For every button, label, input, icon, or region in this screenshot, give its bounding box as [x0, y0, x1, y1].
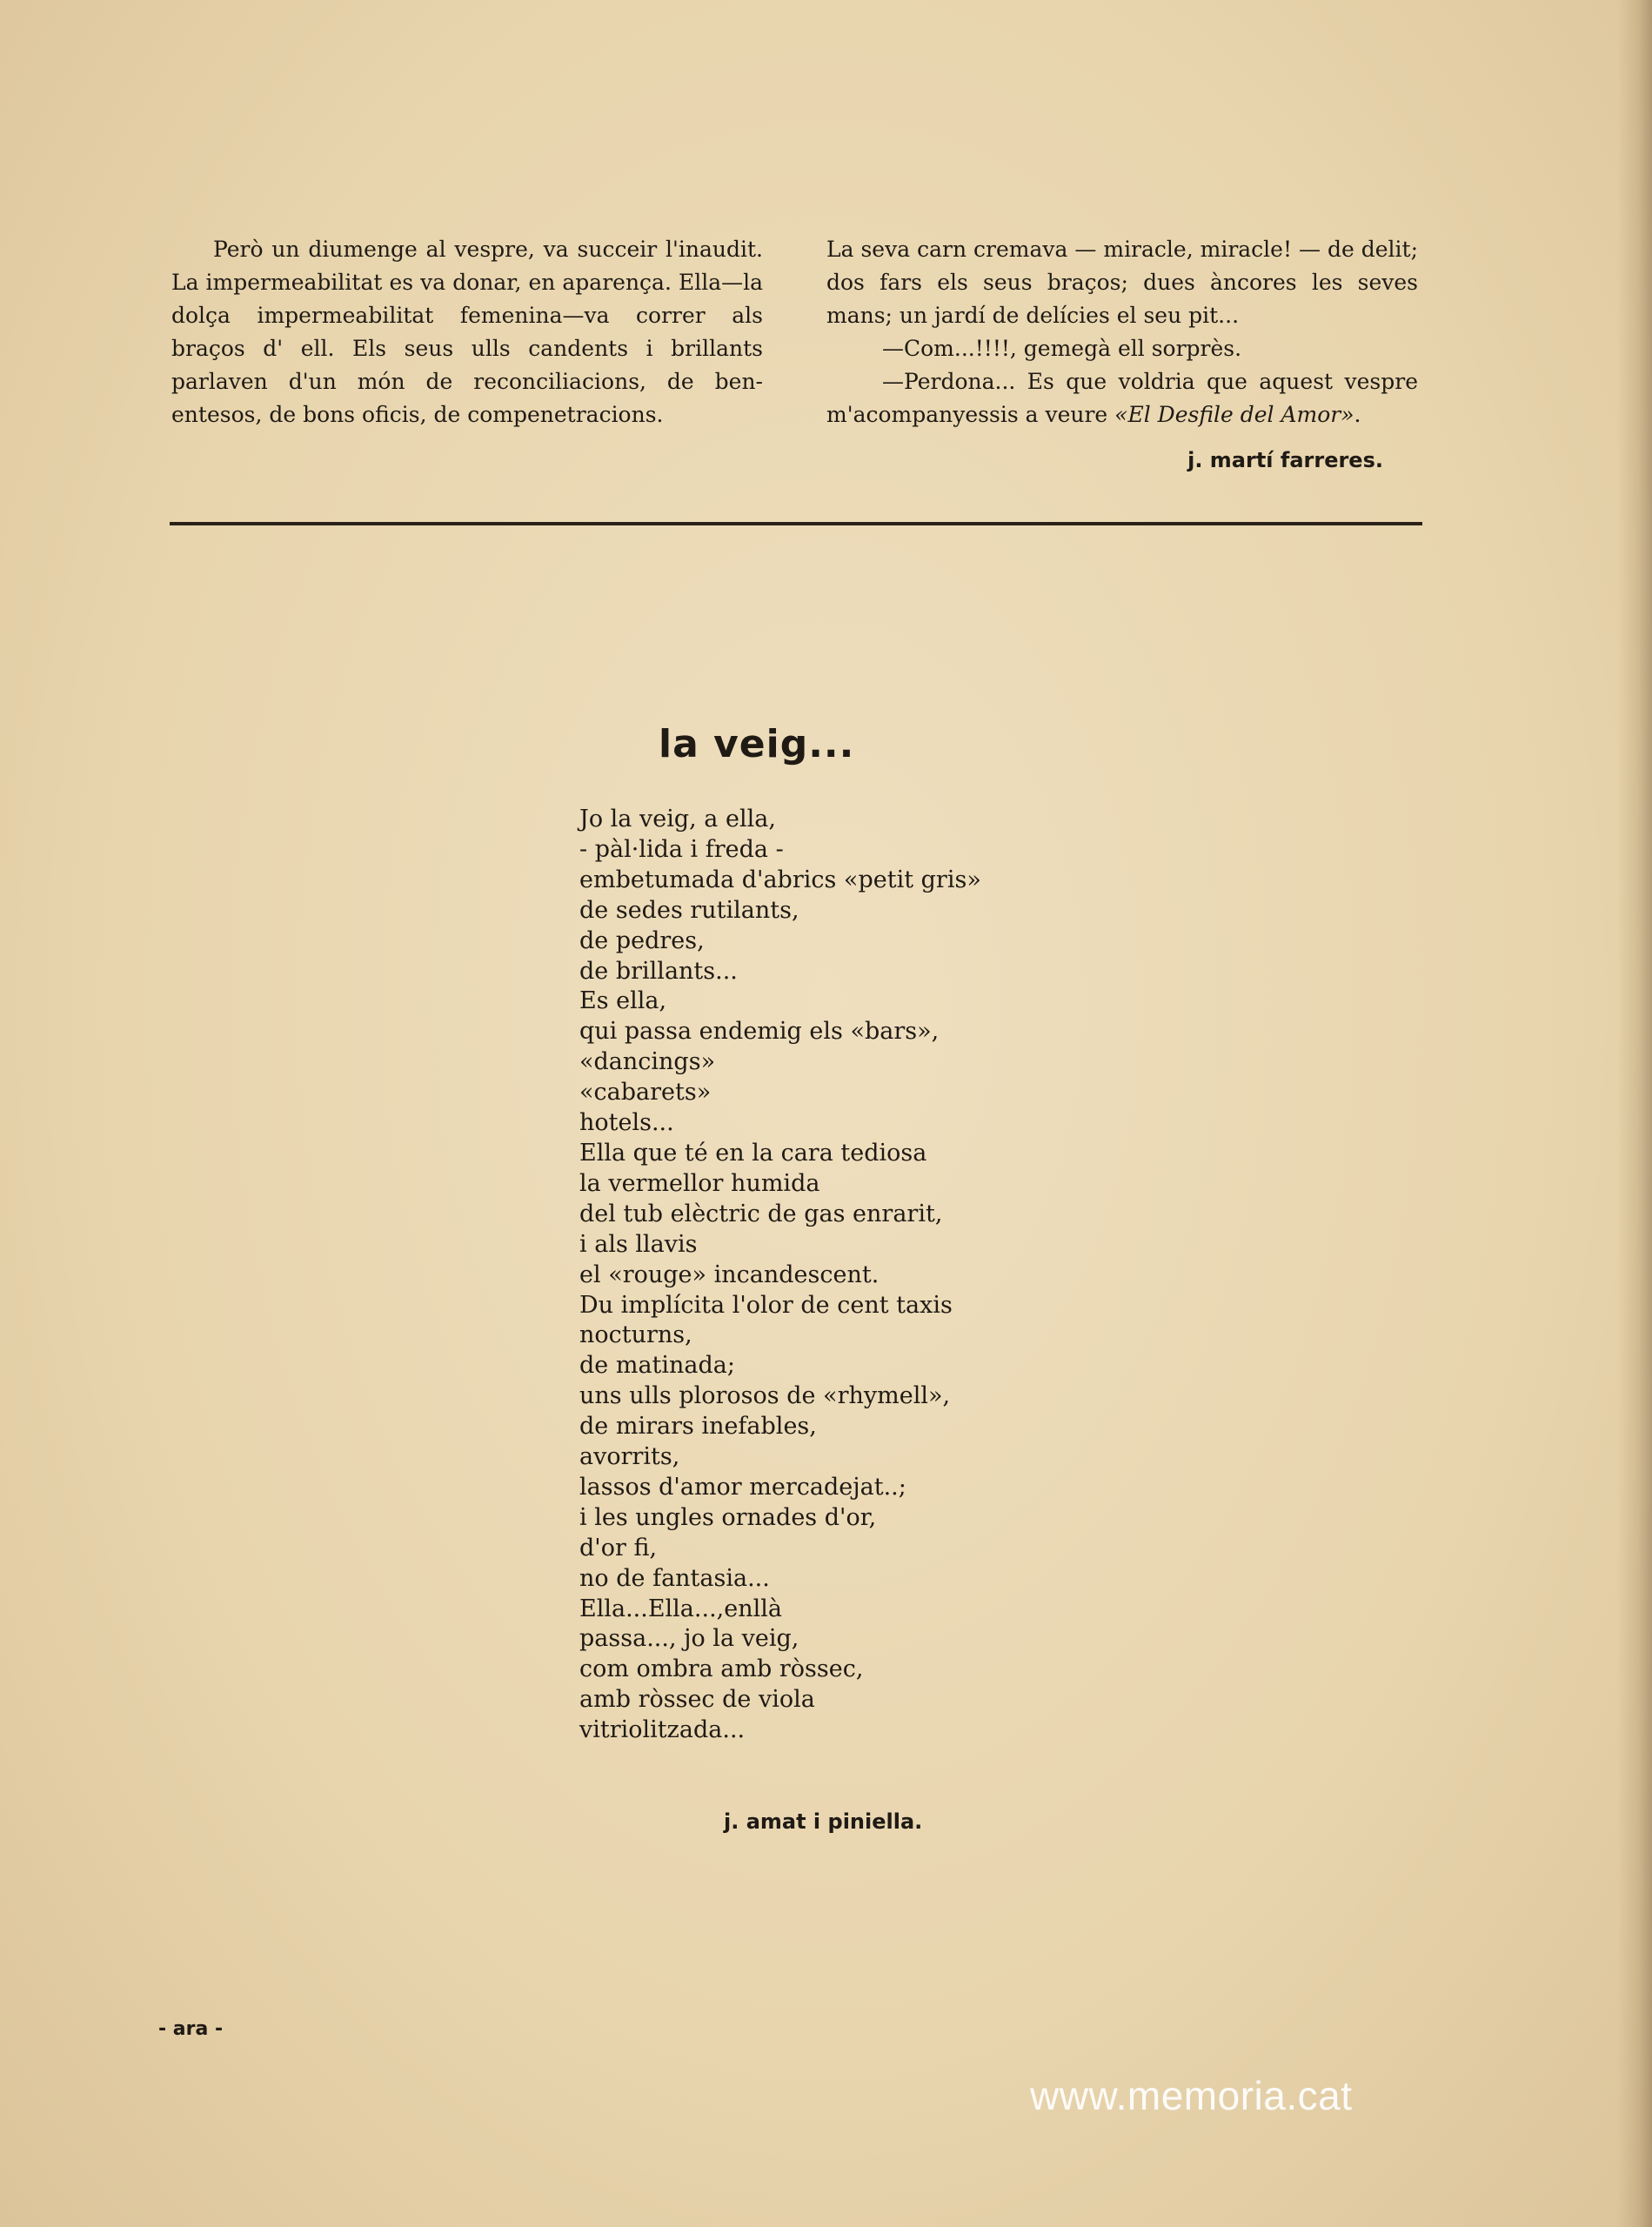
watermark: www.memoria.cat — [1030, 2073, 1353, 2118]
poem-line: de mirars inefables, — [579, 1413, 817, 1441]
dialog-line-2 — [826, 365, 1418, 431]
dialog-line-1: —Com...!!!!, gemegà ell sorprès. — [882, 336, 1242, 361]
dialog-line-2-end: . — [1354, 402, 1361, 427]
poem-line: i les ungles ornades d'or, — [579, 1503, 877, 1531]
poem-author: j. amat i piniella. — [724, 1809, 923, 1834]
poem-line: Jo la veig, a ella, — [579, 806, 776, 833]
page-edge-shadow — [1617, 0, 1652, 2227]
poem-line: de brillants... — [579, 957, 738, 985]
dialog-line-2-text: —Perdona... Es que voldria que aquest vespre m'acompanyessis a veure — [826, 369, 1418, 427]
poem-line: la vermellor humida — [579, 1169, 820, 1197]
poem-line: Ella que té en la cara tediosa — [579, 1139, 927, 1167]
poem-line: Du implícita l'olor de cent taxis — [579, 1291, 953, 1319]
poem-line: «cabarets» — [579, 1079, 712, 1107]
article-continuation — [171, 233, 1418, 477]
poem-line: vitriolitzada... — [579, 1716, 746, 1744]
left-paragraph: Però un diumenge al vespre, va succeir l'inaudit. La impermeabilitat es va donar, en aparença. Ella—la dolça impermeabilitat femenina—va correr als braços d' ell. Els seus ulls candents i brillants parlaven d'un món de reconciliacions, de ben-entesos, de bons oficis, de compenetracions. — [171, 237, 763, 427]
right-column — [826, 233, 1418, 477]
poem-line: passa..., jo la veig, — [579, 1625, 799, 1653]
poem-line: - pàl·lida i freda - — [579, 835, 784, 863]
poem-line: avorrits, — [579, 1443, 680, 1471]
right-paragraph: La seva carn cremava — miracle, miracle! — de delit; dos fars els seus braços; dues àncores les seves mans; un jardí de delícies el seu pit... — [826, 237, 1418, 328]
left-column — [171, 233, 763, 477]
article-author: j. martí farreres. — [1187, 448, 1383, 472]
poem-line: nocturns, — [579, 1321, 692, 1349]
poem-line: Es ella, — [579, 987, 667, 1015]
poem-line: de pedres, — [579, 926, 705, 954]
poem-line: no de fantasia... — [579, 1564, 770, 1592]
poem-line: lassos d'amor mercadejat..; — [579, 1473, 906, 1501]
poem-line: d'or fi, — [579, 1534, 658, 1562]
section-divider — [170, 522, 1422, 525]
poem-line: el «rouge» incandescent. — [579, 1261, 880, 1288]
poem-line: uns ulls plorosos de «rhymell», — [579, 1382, 951, 1410]
poem-line: «dancings» — [579, 1048, 716, 1076]
magazine-footer-mark: - ara - — [158, 2018, 224, 2040]
poem-line: del tub elèctric de gas enrarit, — [579, 1200, 943, 1227]
poem-line: amb ròssec de viola — [579, 1686, 815, 1714]
poem-body — [579, 805, 1101, 1746]
poem-line: com ombra amb ròssec, — [579, 1655, 864, 1683]
poem-line: de matinada; — [579, 1352, 735, 1380]
poem-line: embetumada d'abrics «petit gris» — [579, 866, 981, 893]
poem-line: i als llavis — [579, 1230, 698, 1258]
poem-title: la veig... — [659, 722, 855, 766]
film-title: «El Desfile del Amor» — [1114, 402, 1354, 427]
poem-line: hotels... — [579, 1109, 674, 1137]
poem-line: qui passa endemig els «bars», — [579, 1018, 940, 1046]
poem-line: de sedes rutilants, — [579, 896, 799, 924]
poem-line: Ella...Ella...,enllà — [579, 1595, 782, 1622]
